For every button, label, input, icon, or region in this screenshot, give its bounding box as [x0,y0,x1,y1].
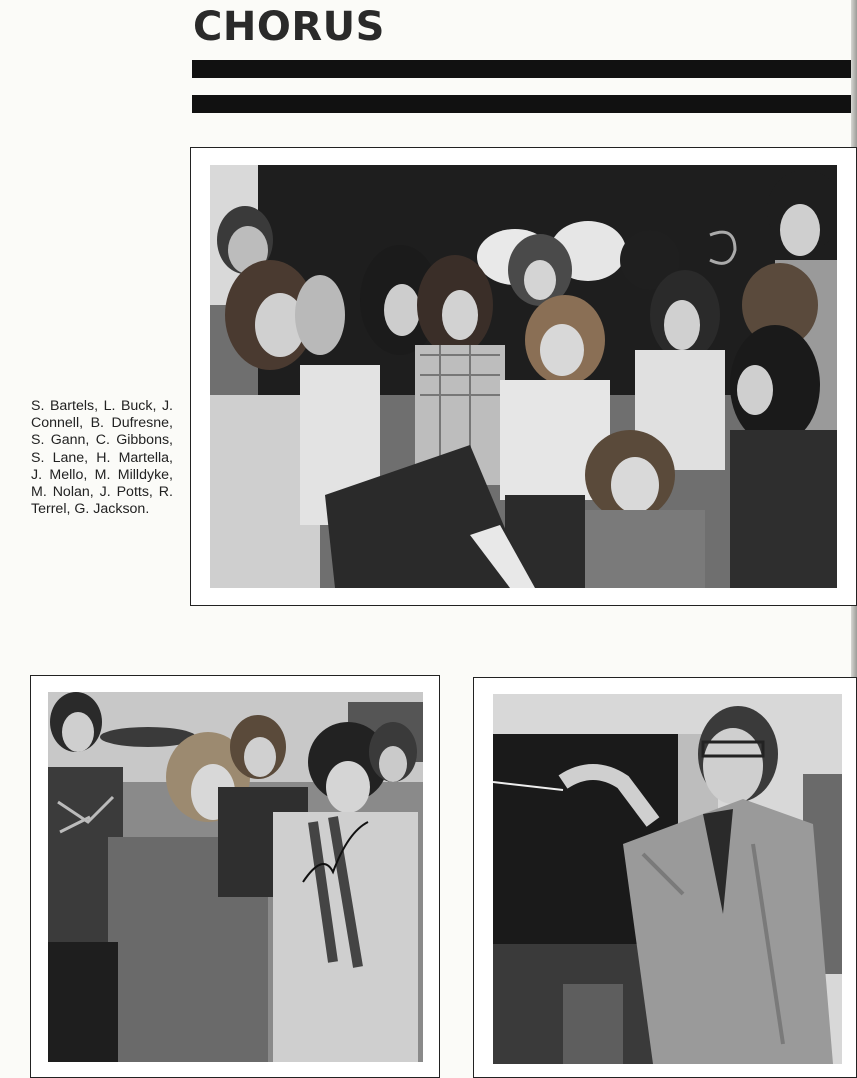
title-rule-top [192,60,857,78]
names-caption: S. Bartels, L. Buck, J. Connell, B. Dufresne, S. Gann, C. Gibbons, S. Lane, H. Martella, J. Mello, M. Milldyke, M. Nolan, J. Potts, R. Terrel, G. Jackson. [31,398,173,518]
photo-singers-image [48,692,423,1062]
top-photo-frame [190,147,857,606]
page-title: CHORUS [193,4,385,50]
photo-chorus-image [210,165,837,588]
bottom-right-photo-frame [473,677,857,1078]
group-photo-seated-singers [48,692,423,1062]
group-photo-chorus-at-piano [210,165,837,588]
photo-director-conducting [493,694,842,1064]
photo-director-image [493,694,842,1064]
bottom-left-photo-frame [30,675,440,1078]
title-rule-bottom [192,95,857,113]
